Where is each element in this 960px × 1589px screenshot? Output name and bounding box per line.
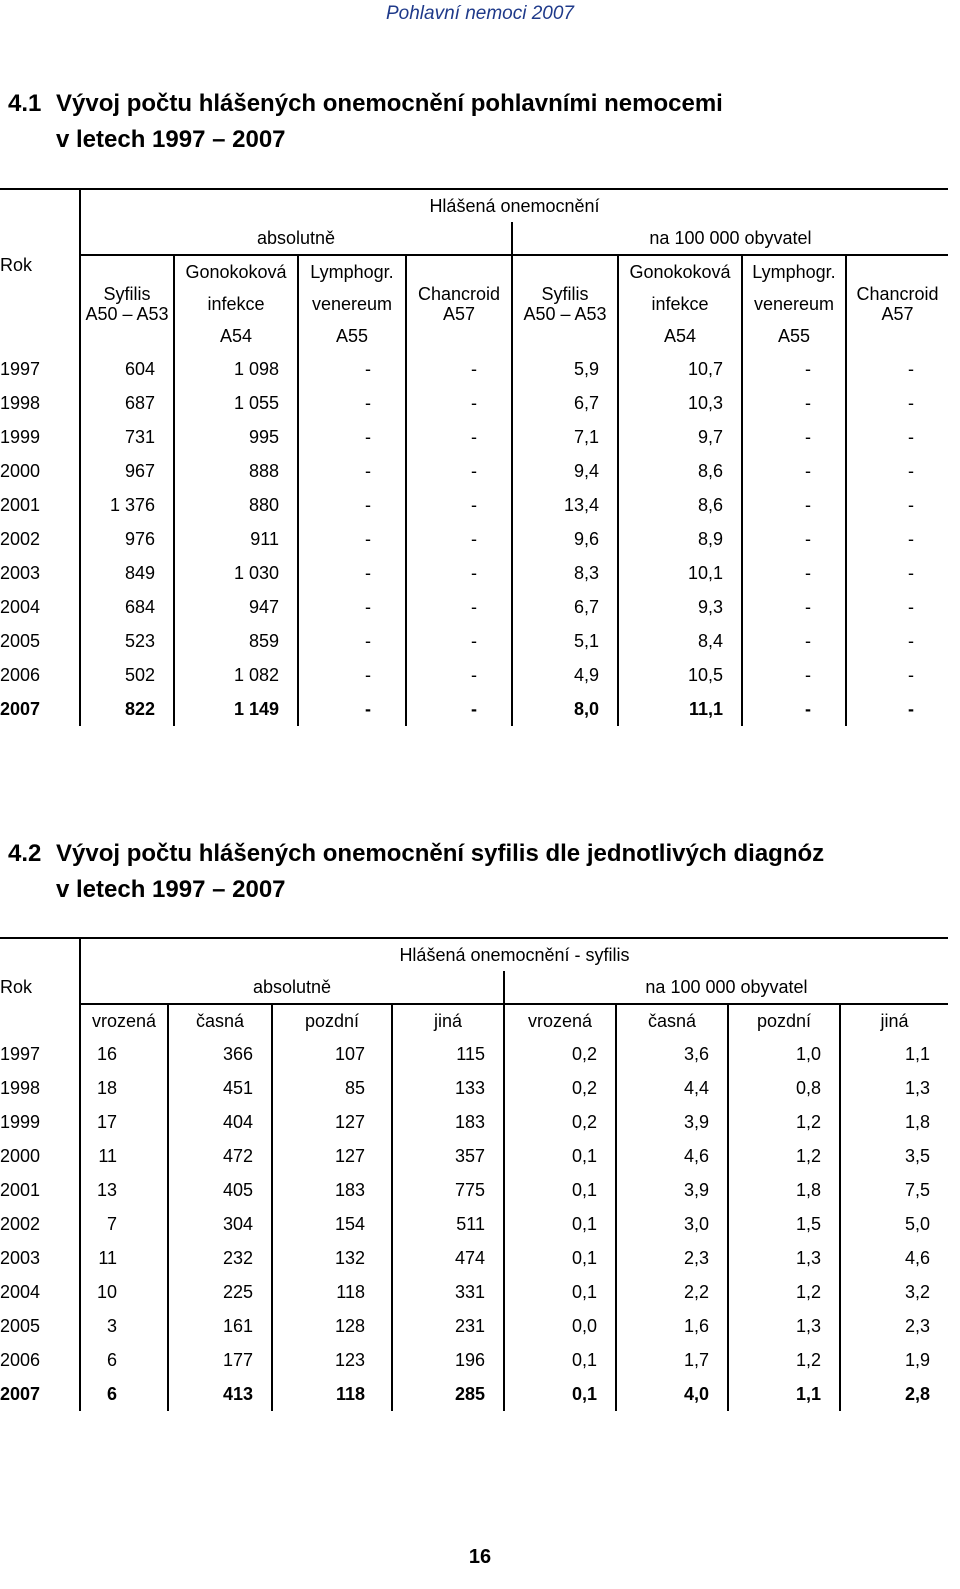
table-cell: 995 (174, 420, 298, 454)
table-cell: - (742, 624, 846, 658)
table-row (0, 488, 948, 522)
table-cell: 1 082 (174, 658, 298, 692)
running-head: Pohlavní nemoci 2007 (385, 3, 574, 24)
table-cell: 1,5 (728, 1207, 840, 1241)
table-cell: 0,1 (504, 1275, 616, 1309)
table-cell: - (298, 556, 406, 590)
table-cell: 5,0 (840, 1207, 948, 1241)
table-cell: 1,2 (728, 1139, 840, 1173)
table-cell: 502 (80, 658, 174, 692)
header-lymph-rel-2: venereum (742, 288, 846, 320)
row-year: 1999 (0, 1111, 41, 1132)
table-cell: 976 (80, 522, 174, 556)
table-cell: - (742, 454, 846, 488)
table-cell: 161 (168, 1309, 272, 1343)
table-row (0, 1241, 948, 1275)
table-row (0, 420, 948, 454)
table-cell: 947 (174, 590, 298, 624)
table-cell: - (846, 488, 948, 522)
row-year: 2002 (0, 528, 41, 549)
header-gono-rel-code: A54 (618, 320, 742, 352)
table-cell: - (846, 658, 948, 692)
subheader-0: vrozená (80, 1004, 168, 1037)
table-cell: - (846, 386, 948, 420)
table-cell: 231 (392, 1309, 504, 1343)
subheader-2: pozdní (272, 1004, 392, 1037)
table-cell: - (406, 590, 512, 624)
row-year: 2003 (0, 562, 41, 583)
table-cell: 3,2 (840, 1275, 948, 1309)
header-rok-2: Rok (0, 977, 33, 997)
table-cell: - (742, 488, 846, 522)
table-cell: 1 149 (174, 692, 298, 726)
table-cell: - (298, 590, 406, 624)
table-cell: - (742, 692, 846, 726)
row-year: 1999 (0, 426, 41, 447)
table-cell: 4,0 (616, 1377, 728, 1411)
table-cell: 511 (392, 1207, 504, 1241)
table-row (0, 352, 948, 386)
row-year: 2000 (0, 460, 41, 481)
table-cell: 0,1 (504, 1207, 616, 1241)
table-cell: 6 (80, 1377, 168, 1411)
table-cell: 232 (168, 1241, 272, 1275)
table-cell: 118 (272, 1275, 392, 1309)
table-row (0, 1309, 948, 1343)
header-gono-rel-1: Gonokoková (618, 255, 742, 288)
table-row (0, 1275, 948, 1309)
header-rok: Rok (0, 255, 33, 275)
table-cell: 127 (272, 1105, 392, 1139)
table-cell: 1 098 (174, 352, 298, 386)
table-cell: 6 (80, 1343, 168, 1377)
table-cell: 11 (80, 1139, 168, 1173)
row-year: 1997 (0, 1043, 41, 1064)
table-cell: 880 (174, 488, 298, 522)
table-cell: 0,1 (504, 1173, 616, 1207)
table-cell: 888 (174, 454, 298, 488)
header-gono-rel-2: infekce (618, 288, 742, 320)
table-row (0, 1343, 948, 1377)
table-cell: 684 (80, 590, 174, 624)
table-cell: 4,4 (616, 1071, 728, 1105)
row-year: 2006 (0, 1349, 41, 1370)
row-year: 2006 (0, 664, 41, 685)
table-cell: - (298, 386, 406, 420)
section-title-4-2 (8, 836, 824, 908)
table-cell: 0,2 (504, 1071, 616, 1105)
table-cell: 9,4 (512, 454, 618, 488)
table-cell: 0,1 (504, 1343, 616, 1377)
table-cell: 0,1 (504, 1377, 616, 1411)
table-cell: 4,9 (512, 658, 618, 692)
row-year: 1998 (0, 392, 41, 413)
table-cell: - (298, 420, 406, 454)
table-row (0, 692, 948, 726)
row-year: 2005 (0, 630, 41, 651)
section-title-line2: v letech 1997 – 2007 (56, 126, 286, 153)
row-year: 2003 (0, 1247, 41, 1268)
table-cell: 1,2 (728, 1105, 840, 1139)
table-cell: 115 (392, 1037, 504, 1071)
table-cell: 177 (168, 1343, 272, 1377)
table-cell: 1,8 (840, 1105, 948, 1139)
header-group-2: Hlášená onemocnění - syfilis (80, 938, 948, 971)
table-cell: 1,1 (728, 1377, 840, 1411)
table-cell: 1,2 (728, 1343, 840, 1377)
table-cell: 5,9 (512, 352, 618, 386)
table-cell: 11,1 (618, 692, 742, 726)
header-gono-2: infekce (174, 288, 298, 320)
table-cell: 2,3 (840, 1309, 948, 1343)
row-year: 2007 (0, 1383, 41, 1404)
table-cell: 8,9 (618, 522, 742, 556)
row-year: 2007 (0, 698, 41, 719)
table-row (0, 1071, 948, 1105)
row-year: 2001 (0, 1179, 41, 1200)
table-cell: - (406, 522, 512, 556)
row-year: 1998 (0, 1077, 41, 1098)
table-cell: 604 (80, 352, 174, 386)
table-row (0, 590, 948, 624)
table-cell: - (742, 556, 846, 590)
table-cell: 2,3 (616, 1241, 728, 1275)
table-cell: 1,0 (728, 1037, 840, 1071)
header-chancroid-rel: Chancroid A57 (846, 255, 948, 352)
table-cell: - (406, 386, 512, 420)
section-title-line1: Vývoj počtu hlášených onemocnění syfilis dle jednotlivých diagnóz (56, 840, 825, 867)
header-gono-code: A54 (174, 320, 298, 352)
subheader-4: vrozená (504, 1004, 616, 1037)
table-cell: - (298, 692, 406, 726)
subheader-1: časná (168, 1004, 272, 1037)
table-cell: 6,7 (512, 590, 618, 624)
row-year: 2004 (0, 596, 41, 617)
table-cell: 4,6 (616, 1139, 728, 1173)
header-syfilis-rel: Syfilis A50 – A53 (512, 255, 618, 352)
table-row (0, 386, 948, 420)
table-cell: 154 (272, 1207, 392, 1241)
table-cell: 118 (272, 1377, 392, 1411)
table-row (0, 454, 948, 488)
table-row (0, 1105, 948, 1139)
table-cell: 10,5 (618, 658, 742, 692)
table-cell: 16 (80, 1037, 168, 1071)
table-cell: 0,0 (504, 1309, 616, 1343)
table-cell: - (298, 352, 406, 386)
table-cell: - (742, 522, 846, 556)
subheader-3: jiná (392, 1004, 504, 1037)
table-cell: 1 030 (174, 556, 298, 590)
table-cell: 413 (168, 1377, 272, 1411)
table-cell: 4,6 (840, 1241, 948, 1275)
table-cell: 1,9 (840, 1343, 948, 1377)
header-per100k: na 100 000 obyvatel (512, 222, 948, 255)
table-cell: - (846, 556, 948, 590)
table-cell: - (742, 658, 846, 692)
table-cell: 10,1 (618, 556, 742, 590)
table-cell: 9,7 (618, 420, 742, 454)
table-cell: 523 (80, 624, 174, 658)
table-cell: 7,1 (512, 420, 618, 454)
table-cell: 0,1 (504, 1241, 616, 1275)
table-cell: 331 (392, 1275, 504, 1309)
row-year: 2001 (0, 494, 41, 515)
table-cell: 967 (80, 454, 174, 488)
table-cell: 1,3 (840, 1071, 948, 1105)
table-cell: 911 (174, 522, 298, 556)
section-number: 4.2 (8, 840, 42, 867)
table-cell: 3,5 (840, 1139, 948, 1173)
header-chancroid: Chancroid A57 (406, 255, 512, 352)
table-cell: 859 (174, 624, 298, 658)
header-lymph-rel-code: A55 (742, 320, 846, 352)
table-sti-cases (0, 188, 948, 726)
table-cell: 107 (272, 1037, 392, 1071)
header-syfilis: Syfilis A50 – A53 (80, 255, 174, 352)
table-cell: 472 (168, 1139, 272, 1173)
table-cell: 1 055 (174, 386, 298, 420)
table-cell: - (406, 556, 512, 590)
header-gono-1: Gonokoková (174, 255, 298, 288)
header-lymph-2: venereum (298, 288, 406, 320)
table-sti-body (0, 352, 948, 726)
table-row (0, 1173, 948, 1207)
table-cell: - (406, 692, 512, 726)
table-cell: 404 (168, 1105, 272, 1139)
header-lymph-rel-1: Lymphogr. (742, 255, 846, 288)
table-cell: 132 (272, 1241, 392, 1275)
table-cell: - (742, 590, 846, 624)
table-cell: 85 (272, 1071, 392, 1105)
table-cell: 357 (392, 1139, 504, 1173)
table-cell: 196 (392, 1343, 504, 1377)
table-cell: 10,7 (618, 352, 742, 386)
table-cell: 6,7 (512, 386, 618, 420)
table-cell: 366 (168, 1037, 272, 1071)
table-cell: 474 (392, 1241, 504, 1275)
table-cell: 9,3 (618, 590, 742, 624)
table-cell: 10,3 (618, 386, 742, 420)
table-cell: 8,3 (512, 556, 618, 590)
table-cell: - (298, 454, 406, 488)
table-cell: - (846, 522, 948, 556)
table-cell: 5,1 (512, 624, 618, 658)
table-cell: - (846, 454, 948, 488)
table-cell: 9,6 (512, 522, 618, 556)
table-cell: - (298, 624, 406, 658)
table-cell: - (406, 454, 512, 488)
table-cell: 849 (80, 556, 174, 590)
table-cell: 775 (392, 1173, 504, 1207)
table-cell: 405 (168, 1173, 272, 1207)
table-cell: 8,6 (618, 488, 742, 522)
header-absolute-2: absolutně (80, 971, 504, 1004)
table-cell: - (846, 420, 948, 454)
table-cell: - (846, 624, 948, 658)
table-cell: - (406, 658, 512, 692)
section-number: 4.1 (8, 90, 42, 117)
table-row (0, 624, 948, 658)
table-cell: 128 (272, 1309, 392, 1343)
table-cell: 1,1 (840, 1037, 948, 1071)
table-cell: 13 (80, 1173, 168, 1207)
table-cell: 1,8 (728, 1173, 840, 1207)
table-row (0, 522, 948, 556)
table-cell: - (406, 420, 512, 454)
table-row (0, 1207, 948, 1241)
table-cell: - (742, 420, 846, 454)
section-title-line2: v letech 1997 – 2007 (56, 876, 286, 903)
header-lymph-1: Lymphogr. (298, 255, 406, 288)
row-year: 2002 (0, 1213, 41, 1234)
table-row (0, 658, 948, 692)
table-cell: 3,9 (616, 1173, 728, 1207)
table-row (0, 556, 948, 590)
table-cell: 1,7 (616, 1343, 728, 1377)
table-cell: 822 (80, 692, 174, 726)
table-row (0, 1139, 948, 1173)
table-cell: 3,0 (616, 1207, 728, 1241)
table-cell: 3,9 (616, 1105, 728, 1139)
table-row (0, 1037, 948, 1071)
table-cell: 2,2 (616, 1275, 728, 1309)
table-cell: 0,1 (504, 1139, 616, 1173)
table-cell: 7 (80, 1207, 168, 1241)
section-title-4-1 (8, 86, 723, 158)
subheader-6: pozdní (728, 1004, 840, 1037)
section-title-line1: Vývoj počtu hlášených onemocnění pohlavními nemocemi (56, 90, 723, 117)
table-cell: - (846, 692, 948, 726)
row-year: 2004 (0, 1281, 41, 1302)
table-row (0, 1377, 948, 1411)
table-cell: - (406, 624, 512, 658)
table-cell: - (298, 658, 406, 692)
table-cell: - (406, 352, 512, 386)
header-absolute: absolutně (80, 222, 512, 255)
table-cell: 8,6 (618, 454, 742, 488)
table-cell: 1,3 (728, 1241, 840, 1275)
table-cell: 13,4 (512, 488, 618, 522)
table-cell: 183 (272, 1173, 392, 1207)
table-cell: 285 (392, 1377, 504, 1411)
table-cell: 17 (80, 1105, 168, 1139)
table-cell: 1 376 (80, 488, 174, 522)
table-cell: 8,4 (618, 624, 742, 658)
subheader-7: jiná (840, 1004, 948, 1037)
table-cell: 3 (80, 1309, 168, 1343)
table-cell: - (298, 522, 406, 556)
table-cell: 123 (272, 1343, 392, 1377)
table-cell: 2,8 (840, 1377, 948, 1411)
page-number: 16 (468, 1546, 492, 1568)
table-cell: 731 (80, 420, 174, 454)
row-year: 2000 (0, 1145, 41, 1166)
table-cell: 304 (168, 1207, 272, 1241)
table-cell: - (298, 488, 406, 522)
table-cell: 10 (80, 1275, 168, 1309)
table-cell: 127 (272, 1139, 392, 1173)
table-cell: 0,2 (504, 1037, 616, 1071)
table-cell: 3,6 (616, 1037, 728, 1071)
table-cell: - (742, 386, 846, 420)
table-cell: 1,3 (728, 1309, 840, 1343)
table-cell: 1,6 (616, 1309, 728, 1343)
table-cell: - (846, 590, 948, 624)
table-syphilis-diagnoses (0, 937, 948, 1411)
header-per100k-2: na 100 000 obyvatel (504, 971, 948, 1004)
table-cell: 225 (168, 1275, 272, 1309)
table-syphilis-body (0, 1037, 948, 1411)
table-cell: - (406, 488, 512, 522)
table-cell: 0,8 (728, 1071, 840, 1105)
table-cell: 8,0 (512, 692, 618, 726)
subheader-5: časná (616, 1004, 728, 1037)
table-cell: 0,2 (504, 1105, 616, 1139)
table-cell: 7,5 (840, 1173, 948, 1207)
table-cell: 18 (80, 1071, 168, 1105)
row-year: 1997 (0, 358, 41, 379)
table-cell: 687 (80, 386, 174, 420)
table-cell: 183 (392, 1105, 504, 1139)
header-lymph-code: A55 (298, 320, 406, 352)
header-group: Hlášená onemocnění (80, 189, 948, 222)
table-cell: - (742, 352, 846, 386)
table-cell: 133 (392, 1071, 504, 1105)
table-cell: - (846, 352, 948, 386)
table-cell: 11 (80, 1241, 168, 1275)
row-year: 2005 (0, 1315, 41, 1336)
table-cell: 451 (168, 1071, 272, 1105)
table-cell: 1,2 (728, 1275, 840, 1309)
